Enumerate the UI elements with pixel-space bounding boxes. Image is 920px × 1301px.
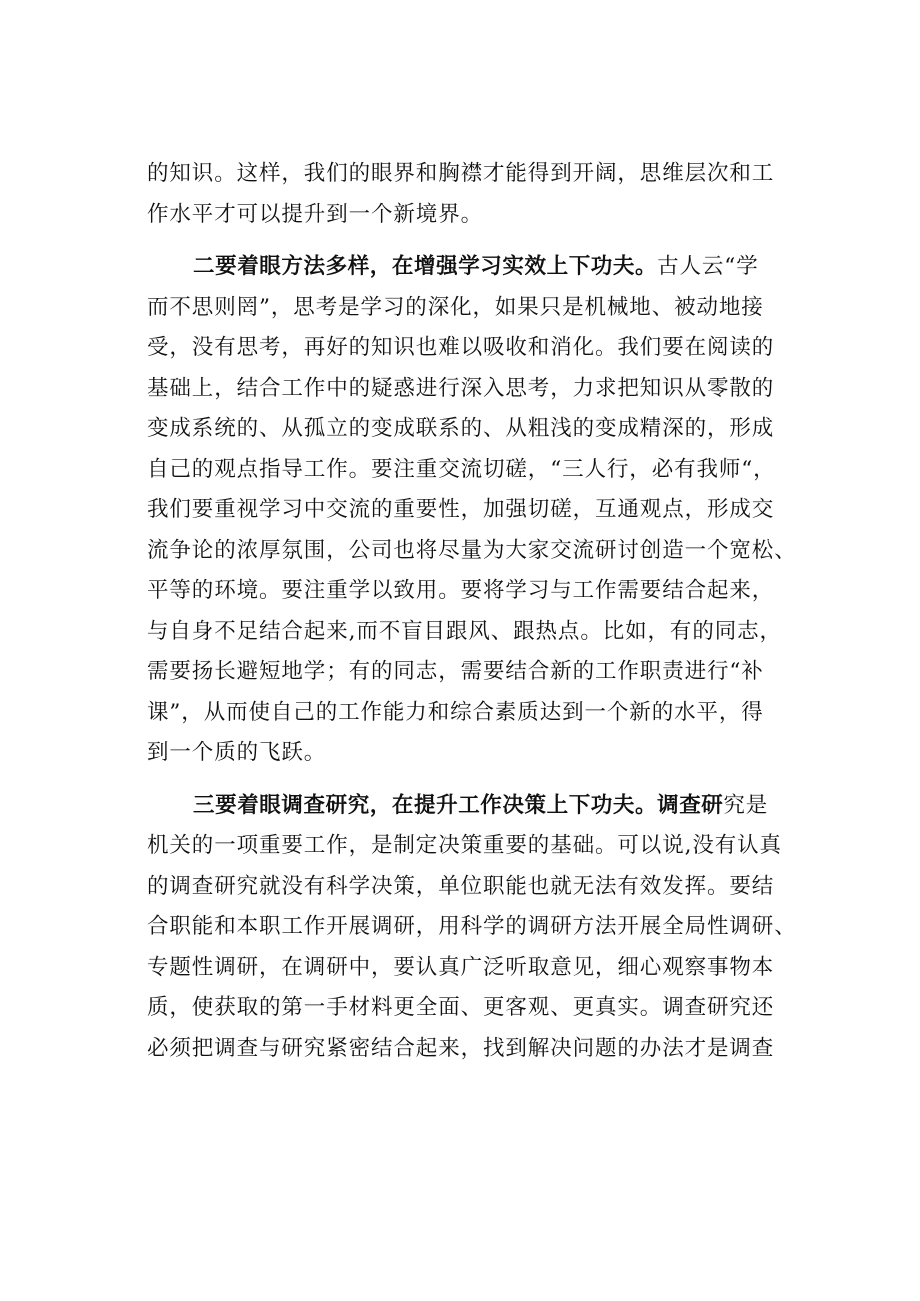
text-line: 需要扬长避短地学；有的同志，需要结合新的工作职责进行“补 <box>147 659 764 684</box>
paragraph-heading: 二要着眼方法多样，在增强学习实效上下功夫。 <box>193 254 658 279</box>
text-line: 作水平才可以提升到一个新境界。 <box>147 201 484 227</box>
text-line: 的知识。这样，我们的眼界和胸襟才能得到开阔，思维层次和工 <box>147 161 775 186</box>
text-line: 基础上，结合工作中的疑惑进行深入思考，力求把知识从零散的 <box>147 375 775 401</box>
paragraph-first-line <box>147 786 807 827</box>
paragraph-first-line <box>147 247 807 288</box>
text-fragment: 古人云“学 <box>657 254 759 279</box>
paragraph-heading: 三要着眼调查研究，在提升工作决策上下功夫。调查研 <box>193 792 724 818</box>
text-line: 必须把调查与研究紧密结合起来，找到解决问题的办法才是调查 <box>147 1035 775 1061</box>
text-line: 的调查研究就没有科学决策，单位职能也就无法有效发挥。要结 <box>147 873 775 899</box>
paragraph-2 <box>147 247 807 774</box>
text-line: 受，没有思考，再好的知识也难以吸收和消化。我们要在阅读的 <box>147 335 775 360</box>
text-line: 而不思则罔”，思考是学习的深化，如果只是机械地、被动地接 <box>147 294 764 320</box>
text-line: 质，使获取的第一手材料更全面、更客观、更真实。调查研究还 <box>147 995 775 1020</box>
text-line: 变成系统的、从孤立的变成联系的、从粗浅的变成精深的，形成 <box>147 416 775 441</box>
paragraph-1 <box>147 154 807 235</box>
text-line: 课”，从而使自己的工作能力和综合素质达到一个新的水平，得 <box>147 699 764 725</box>
text-line: 流争论的浓厚氛围，公司也将尽量为大家交流研讨创造一个宽松、 <box>147 537 797 563</box>
text-line: 合职能和本职工作开展调研，用科学的调研方法开展全局性调研、 <box>147 914 797 939</box>
text-line: 自己的观点指导工作。要注重交流切磋，“三人行，必有我师“， <box>147 456 776 482</box>
text-line: 我们要重视学习中交流的重要性，加强切磋，互通观点，形成交 <box>147 497 775 522</box>
document-body <box>147 154 807 1069</box>
text-line: 平等的环境。要注重学以致用。要将学习与工作需要结合起来， <box>147 578 775 603</box>
text-line: 机关的一项重要工作，是制定决策重要的基础。可以说,没有认真 <box>147 833 782 858</box>
text-fragment: 究是 <box>723 792 769 818</box>
text-line: 与自身不足结合起来,而不盲目跟风、跟热点。比如，有的同志， <box>147 618 782 644</box>
text-line: 到一个质的飞跃。 <box>147 740 327 765</box>
text-line: 专题性调研，在调研中，要认真广泛听取意见，细心观察事物本 <box>147 954 775 980</box>
paragraph-3 <box>147 786 807 1070</box>
